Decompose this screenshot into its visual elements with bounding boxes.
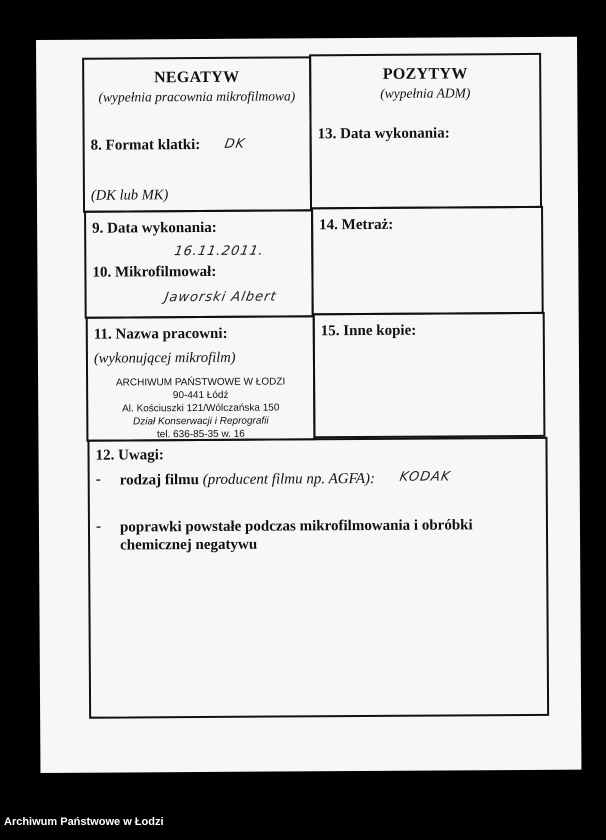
metraz-cell [311, 206, 544, 315]
inne-kopie-label: 15. Inne kopie: [320, 322, 417, 340]
format-klatki-label: 8. Format klatki: [90, 136, 201, 154]
format-klatki-hint: (DK lub MK) [90, 187, 169, 204]
nazwa-pracowni-label: 11. Nazwa pracowni: [93, 325, 228, 343]
format-klatki-value: DK [223, 136, 247, 152]
scanned-form-page [36, 37, 581, 773]
data-mikrofilmowal-cell [84, 209, 314, 318]
uwagi-cell [87, 437, 549, 719]
stamp-phone: tel. 636-85-35 w. 16 [156, 428, 245, 441]
nazwa-pracowni-cell [86, 315, 316, 441]
nazwa-pracowni-hint: (wykonującej mikrofilm) [93, 349, 236, 367]
negatyw-subtitle: (wypełnia pracownia mikrofilmowa) [98, 88, 296, 105]
pozytyw-subtitle: (wypełnia ADM) [380, 85, 471, 101]
data-wykonania-value: 16.11.2011. [173, 243, 266, 260]
rodzaj-filmu-hint: (producent filmu np. AGFA): [202, 470, 376, 488]
stamp-postal: 90-441 Łódź [172, 389, 229, 402]
rodzaj-filmu-value: KODAK [398, 469, 452, 485]
negatyw-format-cell [82, 56, 312, 212]
stamp-department: Dział Konserwacji i Reprografii [132, 415, 269, 428]
metraz-label: 14. Metraż: [319, 216, 394, 234]
archive-stamp [88, 375, 313, 441]
rodzaj-filmu-label: rodzaj filmu [119, 472, 200, 489]
stamp-address: Al. Kościuszki 121/Wólczańska 150 [122, 402, 280, 415]
poprawki-text [120, 516, 473, 554]
inne-kopie-cell [313, 312, 546, 438]
uwagi-label: 12. Uwagi: [95, 447, 164, 464]
stamp-institution: ARCHIWUM PAŃSTWOWE W ŁODZI [115, 376, 286, 389]
pozytyw-title: POZYTYW [382, 65, 468, 83]
mikrofilmowal-signature: Jaworski Albert [163, 289, 278, 306]
data-wykonania-label: 9. Data wykonania: [92, 219, 217, 237]
pozytyw-data-wykonania-label: 13. Data wykonania: [317, 125, 450, 143]
negatyw-title: NEGATYW [153, 68, 240, 87]
poprawki-line2: chemicznej negatywu [120, 536, 258, 554]
poprawki-line1: poprawki powstałe podczas mikrofilmowania i obróbki [119, 517, 473, 536]
rodzaj-filmu-line [120, 470, 375, 490]
pozytyw-date-cell [309, 53, 542, 209]
bullet-dash: - [95, 518, 102, 535]
archive-source-caption: Archiwum Państwowe w Łodzi [4, 816, 164, 828]
bullet-dash: - [95, 471, 101, 488]
mikrofilmowal-label: 10. Mikrofilmował: [92, 263, 217, 281]
